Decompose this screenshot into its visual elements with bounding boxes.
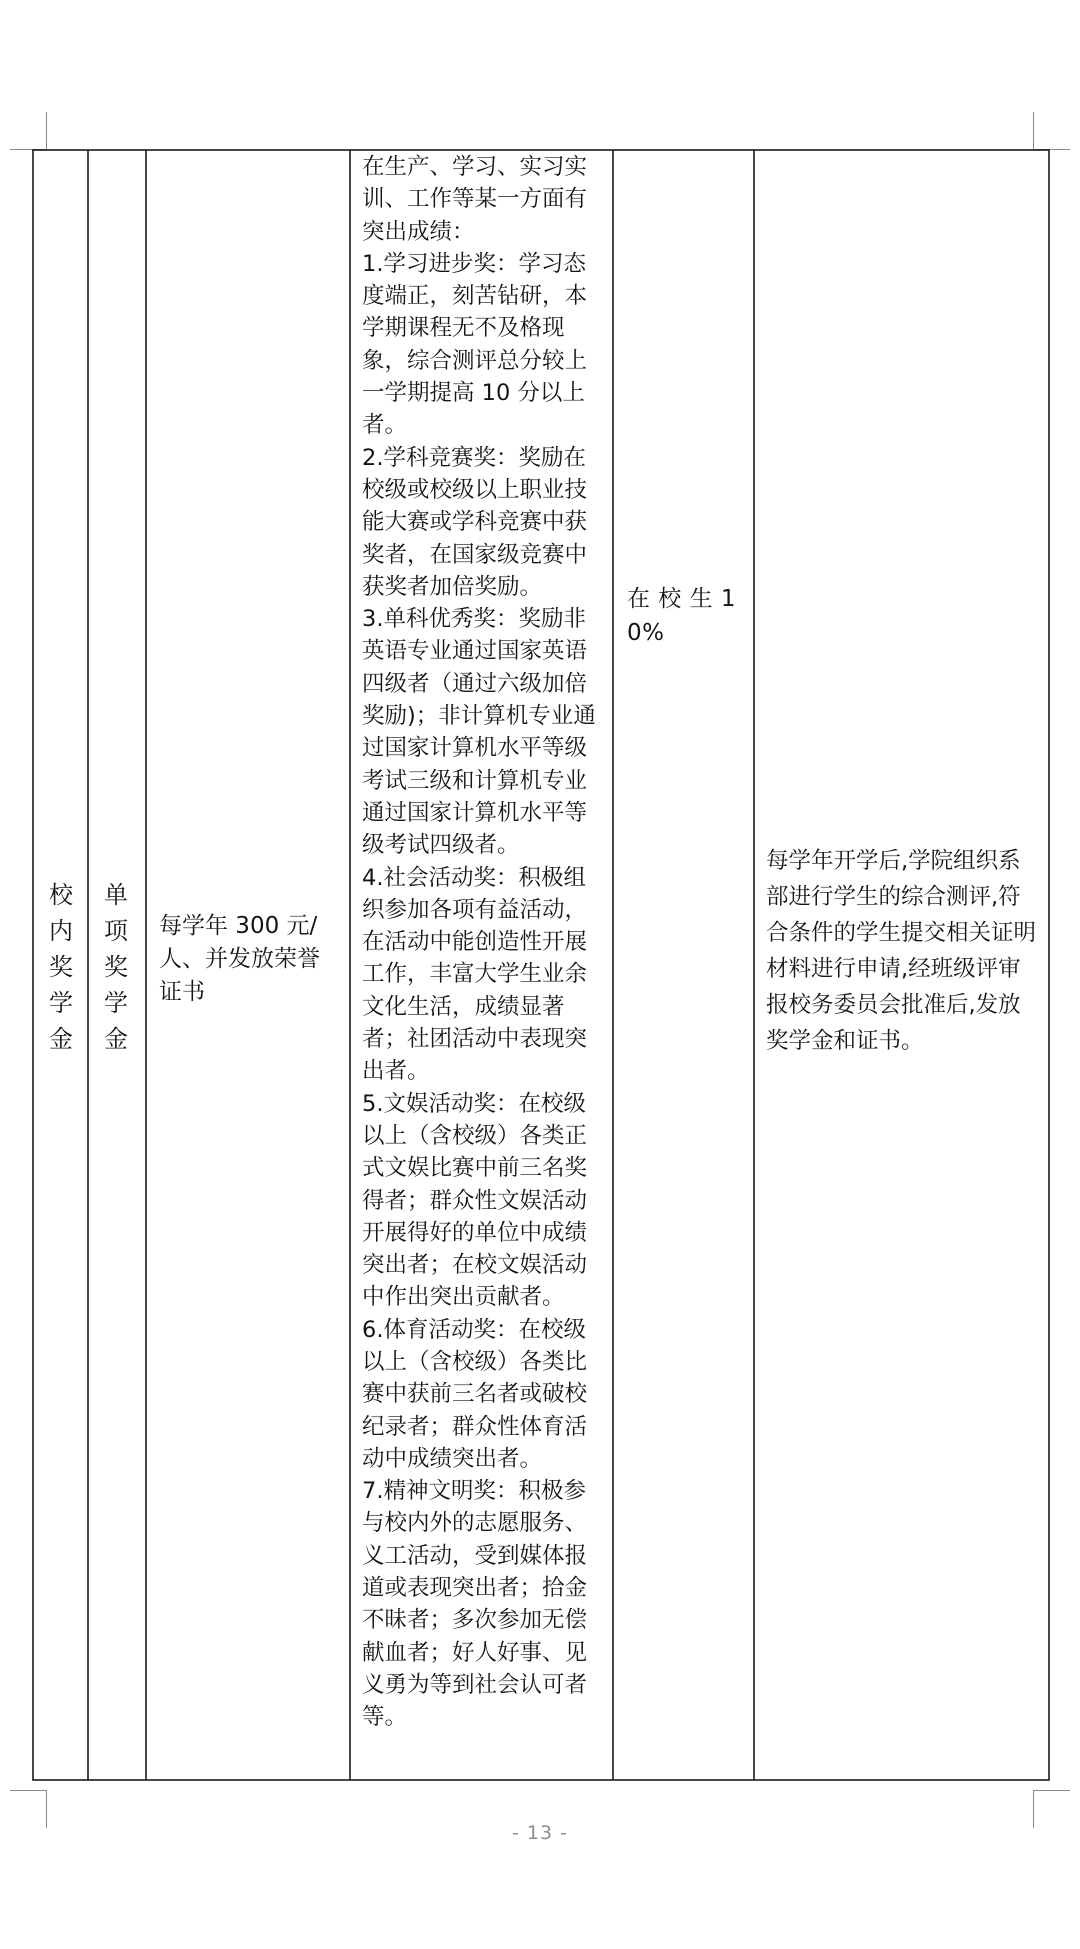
application-procedure-cell: 每学年开学后,学院组织系部进行学生的综合测评,符合条件的学生提交相关证明材料进行申请,经班级评审报校务委员会批准后,发放奖学金和证书。 <box>766 848 1037 1054</box>
scholarship-type-cell: 单项奖学金 <box>104 881 128 1053</box>
recipient-ratio-cell: 在 校 生 10% <box>627 586 737 646</box>
award-amount-cell: 每学年 300 元/人、并发放荣誉证书 <box>159 913 320 1005</box>
award-conditions-cell: 在生产、学习、实习实训、工作等某一方面有突出成绩： 1.学习进步奖：学习态度端正，刻苦钻研，本学期课程无不及格现象，综合测评总分较上一学期提高 10 分以上者。 2.学科竞赛奖：奖励在校级或校级以上职业技能大赛或学科竞赛中获奖者，在国家级竞赛中获奖者加倍奖励。 3.单科优秀奖：奖励非英语专业通过国家英语四级者（通过六级加倍奖励)；非计算机专业通过国家计算机水平等级考试三级和计算机专业通过国家计算机水平等级考试四级者。 4.社会活动奖：积极组织参加各项有益活动，在活动中能创造性开展工作，丰富大学生业余文化生活，成绩显著者；社团活动中表现突出者。 5.文娱活动奖：在校级以上（含校级）各类正式文娱比赛中前三名奖得者；群众性文娱活动开展得好的单位中成绩突出者；在校文娱活动中作出突出贡献者。 6.体育活动奖：在校级以上（含校级）各类比赛中获前三名者或破校纪录者；群众性体育活动中成绩突出者。 7.精神文明奖：积极参与校内外的志愿服务、义工活动，受到媒体报道或表现突出者；拾金不昧者；多次参加无偿献血者；好人好事、见义勇为等到社会认可者等。 <box>362 154 596 1731</box>
scholarship-category-cell: 校内奖学金 <box>49 881 73 1053</box>
page-number: - 13 - <box>512 1822 568 1844</box>
